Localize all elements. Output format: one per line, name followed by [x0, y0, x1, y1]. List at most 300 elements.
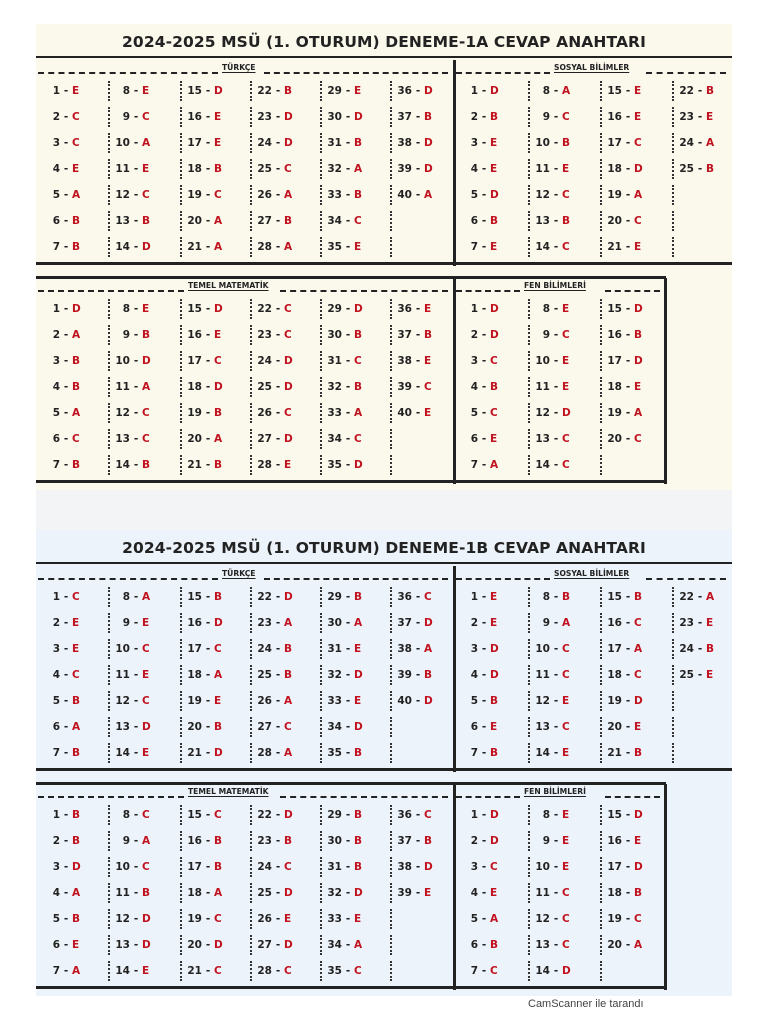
answer-item [458, 322, 530, 348]
answer-item [602, 348, 670, 374]
answer-letter: B [214, 163, 223, 175]
question-number: 15 [187, 809, 202, 821]
question-number: 26 [257, 189, 272, 201]
answer-item [182, 426, 252, 452]
separator-dash: - [275, 137, 281, 149]
answer-letter: B [72, 809, 81, 821]
answer-letter: E [214, 137, 222, 149]
answer-letter: B [142, 459, 151, 471]
question-number: 1 [52, 591, 60, 603]
answer-letter: A [354, 407, 363, 419]
separator-dash: - [553, 809, 559, 821]
answer-item [458, 802, 530, 828]
separator-dash: - [415, 695, 421, 707]
answer-letter: E [214, 695, 222, 707]
question-number: 12 [535, 913, 550, 925]
answer-letter: A [562, 617, 571, 629]
answer-letter: D [354, 111, 363, 123]
separator-dash: - [345, 355, 351, 367]
separator-dash: - [345, 215, 351, 227]
answer-letter: B [490, 111, 499, 123]
separator-dash: - [345, 617, 351, 629]
answer-letter: B [72, 459, 81, 471]
question-number: 3 [470, 137, 478, 149]
section-header-rule [38, 796, 184, 798]
answer-letter: D [490, 189, 499, 201]
answer-item [182, 452, 252, 478]
separator-dash: - [275, 695, 281, 707]
answer-item [392, 828, 458, 854]
question-number: 31 [327, 861, 342, 873]
separator-dash: - [481, 85, 487, 97]
question-number: 3 [52, 643, 60, 655]
answer-item [110, 208, 182, 234]
answer-item [110, 854, 182, 880]
answer-letter: E [354, 85, 362, 97]
question-number: 9 [122, 111, 130, 123]
separator-dash: - [481, 809, 487, 821]
answer-item [322, 714, 392, 740]
question-number: 17 [607, 643, 622, 655]
answer-letter: D [284, 137, 293, 149]
separator-dash: - [133, 85, 139, 97]
separator-dash: - [625, 721, 631, 733]
question-number: 14 [535, 241, 550, 253]
answer-item [322, 880, 392, 906]
answer-letter: D [424, 85, 433, 97]
question-number: 26 [257, 913, 272, 925]
answer-item [602, 802, 670, 828]
answer-item [182, 374, 252, 400]
question-number: 2 [470, 617, 478, 629]
answer-letter: E [72, 939, 80, 951]
separator-dash: - [205, 163, 211, 175]
separator-dash: - [553, 695, 559, 707]
answer-letter: E [490, 241, 498, 253]
answer-item [530, 348, 602, 374]
answer-item [322, 958, 392, 984]
separator-dash: - [415, 381, 421, 393]
separator-dash: - [553, 721, 559, 733]
question-number: 38 [397, 137, 412, 149]
question-number: 1 [470, 591, 478, 603]
question-number: 38 [397, 355, 412, 367]
answer-item [110, 880, 182, 906]
separator-dash: - [205, 189, 211, 201]
separator-dash: - [625, 695, 631, 707]
question-number: 10 [115, 861, 130, 873]
answer-item [458, 958, 530, 984]
answer-letter: E [562, 355, 570, 367]
block-divider [453, 60, 456, 266]
answer-item [458, 828, 530, 854]
separator-dash: - [63, 111, 69, 123]
separator-dash: - [63, 617, 69, 629]
answer-letter: E [490, 721, 498, 733]
separator-dash: - [481, 965, 487, 977]
sheet-title: 2024-2025 MSÜ (1. OTURUM) DENEME-1B CEVAP ANAHTARI [122, 539, 646, 557]
answer-item [392, 182, 458, 208]
answer-item [458, 78, 530, 104]
answer-item [182, 802, 252, 828]
answer-item [322, 156, 392, 182]
answer-item [252, 156, 322, 182]
question-number: 21 [187, 241, 202, 253]
answer-item [392, 348, 458, 374]
separator-dash: - [205, 669, 211, 681]
question-number: 2 [52, 617, 60, 629]
answer-item [252, 714, 322, 740]
answer-item [252, 322, 322, 348]
question-number: 10 [535, 643, 550, 655]
question-number: 24 [679, 137, 694, 149]
answer-letter: C [354, 433, 362, 445]
section-header-rule [264, 578, 448, 580]
separator-dash: - [345, 111, 351, 123]
answer-item [252, 906, 322, 932]
separator-dash: - [205, 459, 211, 471]
separator-dash: - [63, 355, 69, 367]
separator-dash: - [275, 747, 281, 759]
separator-dash: - [275, 163, 281, 175]
answer-item [40, 906, 110, 932]
answer-letter: D [354, 459, 363, 471]
question-number: 33 [327, 695, 342, 707]
answer-letter: B [562, 591, 571, 603]
question-number: 4 [470, 381, 478, 393]
answer-item [182, 182, 252, 208]
question-number: 12 [535, 189, 550, 201]
answer-letter: B [634, 887, 643, 899]
answer-letter: E [72, 643, 80, 655]
separator-dash: - [63, 433, 69, 445]
answer-letter: A [214, 215, 223, 227]
separator-dash: - [205, 407, 211, 419]
question-number: 2 [52, 329, 60, 341]
separator-dash: - [133, 433, 139, 445]
separator-dash: - [553, 215, 559, 227]
question-number: 35 [327, 459, 342, 471]
question-number: 39 [397, 381, 412, 393]
answer-item [110, 156, 182, 182]
answer-item [392, 78, 458, 104]
separator-dash: - [625, 643, 631, 655]
block-divider [453, 566, 456, 772]
separator-dash: - [553, 887, 559, 899]
answer-letter: C [142, 433, 150, 445]
answer-item [458, 880, 530, 906]
question-number: 31 [327, 137, 342, 149]
answer-item [392, 636, 458, 662]
answer-item [392, 688, 458, 714]
answer-letter: D [424, 617, 433, 629]
answer-item [674, 234, 736, 260]
answer-item [602, 400, 670, 426]
answer-item [252, 958, 322, 984]
answer-letter: C [490, 965, 498, 977]
section-bottom-rule [454, 986, 666, 989]
answer-letter: E [72, 163, 80, 175]
answer-letter: A [72, 407, 81, 419]
question-number: 7 [52, 965, 60, 977]
separator-dash: - [625, 303, 631, 315]
separator-dash: - [625, 591, 631, 603]
answer-letter: C [284, 721, 292, 733]
answer-item [602, 374, 670, 400]
answer-letter: B [214, 721, 223, 733]
question-number: 6 [470, 721, 478, 733]
separator-dash: - [275, 643, 281, 655]
separator-dash: - [345, 695, 351, 707]
question-number: 26 [257, 695, 272, 707]
answer-letter: C [424, 809, 432, 821]
question-number: 35 [327, 241, 342, 253]
answer-grid [458, 78, 736, 260]
answer-letter: B [490, 939, 499, 951]
question-number: 6 [52, 215, 60, 227]
separator-dash: - [345, 939, 351, 951]
answer-item [182, 208, 252, 234]
answer-letter: B [634, 747, 643, 759]
separator-dash: - [205, 809, 211, 821]
answer-item [110, 958, 182, 984]
question-number: 8 [122, 85, 130, 97]
question-number: 23 [257, 111, 272, 123]
answer-letter: D [562, 965, 571, 977]
answer-item [530, 932, 602, 958]
answer-item [40, 584, 110, 610]
question-number: 33 [327, 189, 342, 201]
answer-item [530, 208, 602, 234]
answer-letter: A [214, 669, 223, 681]
block-divider [453, 784, 456, 990]
answer-item [392, 906, 458, 932]
question-number: 38 [397, 643, 412, 655]
question-number: 12 [115, 189, 130, 201]
answer-letter: B [72, 215, 81, 227]
question-number: 19 [187, 695, 202, 707]
question-number: 40 [397, 695, 412, 707]
answer-item [674, 714, 736, 740]
separator-dash: - [275, 965, 281, 977]
question-number: 2 [470, 329, 478, 341]
answer-item [182, 610, 252, 636]
answer-letter: D [634, 163, 643, 175]
answer-item [322, 802, 392, 828]
question-number: 16 [607, 617, 622, 629]
separator-dash: - [553, 459, 559, 471]
question-number: 14 [535, 747, 550, 759]
separator-dash: - [205, 303, 211, 315]
separator-dash: - [205, 591, 211, 603]
question-number: 6 [52, 433, 60, 445]
separator-dash: - [415, 111, 421, 123]
separator-dash: - [133, 329, 139, 341]
question-number: 2 [470, 835, 478, 847]
answer-item [530, 322, 602, 348]
question-number: 22 [679, 591, 694, 603]
separator-dash: - [625, 189, 631, 201]
question-number: 24 [257, 643, 272, 655]
section-bottom-rule [454, 480, 666, 483]
answer-item [530, 130, 602, 156]
question-number: 21 [187, 747, 202, 759]
answer-item [40, 714, 110, 740]
answer-letter: A [634, 643, 643, 655]
answer-letter: E [354, 913, 362, 925]
separator-dash: - [625, 747, 631, 759]
answer-item [458, 374, 530, 400]
answer-letter: E [562, 163, 570, 175]
separator-dash: - [697, 137, 703, 149]
answer-letter: C [354, 355, 362, 367]
answer-letter: D [214, 381, 223, 393]
separator-dash: - [63, 215, 69, 227]
question-number: 9 [542, 329, 550, 341]
question-number: 15 [607, 85, 622, 97]
separator-dash: - [345, 591, 351, 603]
answer-item [530, 714, 602, 740]
answer-item [674, 156, 736, 182]
answer-letter: E [562, 303, 570, 315]
question-number: 12 [115, 695, 130, 707]
answer-letter: D [214, 303, 223, 315]
separator-dash: - [415, 835, 421, 847]
separator-dash: - [205, 747, 211, 759]
section-label: SOSYAL BİLİMLER [554, 63, 630, 72]
question-number: 13 [115, 215, 130, 227]
separator-dash: - [553, 85, 559, 97]
answer-item [602, 958, 670, 984]
question-number: 7 [470, 241, 478, 253]
question-number: 13 [535, 721, 550, 733]
answer-letter: C [72, 433, 80, 445]
answer-letter: C [490, 861, 498, 873]
answer-letter: D [284, 111, 293, 123]
answer-item [40, 400, 110, 426]
question-number: 35 [327, 965, 342, 977]
answer-item [322, 400, 392, 426]
answer-item [530, 78, 602, 104]
answer-letter: A [284, 241, 293, 253]
section-header-rule [646, 578, 726, 580]
answer-letter: D [490, 835, 499, 847]
question-number: 13 [115, 721, 130, 733]
question-number: 17 [187, 643, 202, 655]
answer-letter: A [634, 189, 643, 201]
question-number: 18 [187, 887, 202, 899]
answer-item [252, 636, 322, 662]
answer-letter: E [490, 617, 498, 629]
answer-letter: E [634, 721, 642, 733]
answer-letter: B [424, 835, 433, 847]
separator-dash: - [205, 617, 211, 629]
answer-letter: B [214, 591, 223, 603]
answer-item [40, 322, 110, 348]
question-number: 15 [187, 303, 202, 315]
answer-item [40, 374, 110, 400]
answer-item [110, 104, 182, 130]
separator-dash: - [345, 721, 351, 733]
question-number: 3 [52, 861, 60, 873]
question-number: 39 [397, 669, 412, 681]
answer-item [40, 234, 110, 260]
answer-letter: C [354, 215, 362, 227]
answer-item [40, 426, 110, 452]
separator-dash: - [415, 163, 421, 175]
answer-letter: B [354, 137, 363, 149]
answer-item [322, 130, 392, 156]
answer-item [322, 828, 392, 854]
answer-grid [458, 802, 670, 984]
question-number: 17 [607, 861, 622, 873]
answer-item [392, 234, 458, 260]
question-number: 5 [470, 189, 478, 201]
question-number: 13 [535, 215, 550, 227]
separator-dash: - [415, 617, 421, 629]
separator-dash: - [625, 407, 631, 419]
answer-item [458, 348, 530, 374]
separator-dash: - [133, 163, 139, 175]
answer-letter: D [490, 303, 499, 315]
answer-item [252, 802, 322, 828]
answer-letter: C [142, 695, 150, 707]
answer-item [602, 322, 670, 348]
separator-dash: - [553, 835, 559, 847]
separator-dash: - [481, 459, 487, 471]
question-number: 6 [470, 939, 478, 951]
answer-item [392, 740, 458, 766]
separator-dash: - [205, 861, 211, 873]
question-number: 5 [52, 407, 60, 419]
question-number: 37 [397, 111, 412, 123]
answer-item [110, 932, 182, 958]
separator-dash: - [133, 381, 139, 393]
answer-item [110, 662, 182, 688]
answer-letter: C [424, 591, 432, 603]
answer-letter: D [284, 355, 293, 367]
answer-item [40, 156, 110, 182]
section-label: TEMEL MATEMATİK [188, 281, 269, 290]
answer-letter: C [214, 965, 222, 977]
question-number: 33 [327, 913, 342, 925]
question-number: 30 [327, 329, 342, 341]
question-number: 27 [257, 939, 272, 951]
answer-letter: C [72, 137, 80, 149]
answer-item [674, 584, 736, 610]
answer-letter: B [634, 329, 643, 341]
answer-letter: D [354, 669, 363, 681]
answer-item [602, 452, 670, 478]
question-number: 39 [397, 163, 412, 175]
answer-item [110, 182, 182, 208]
answer-letter: D [354, 887, 363, 899]
answer-item [252, 854, 322, 880]
question-number: 17 [187, 137, 202, 149]
answer-letter: E [634, 241, 642, 253]
answer-item [322, 932, 392, 958]
question-number: 20 [607, 721, 622, 733]
answer-item [40, 932, 110, 958]
answer-letter: B [634, 591, 643, 603]
answer-letter: B [72, 355, 81, 367]
separator-dash: - [275, 617, 281, 629]
separator-dash: - [697, 617, 703, 629]
question-number: 17 [607, 137, 622, 149]
separator-dash: - [553, 381, 559, 393]
answer-item [40, 130, 110, 156]
question-number: 26 [257, 407, 272, 419]
